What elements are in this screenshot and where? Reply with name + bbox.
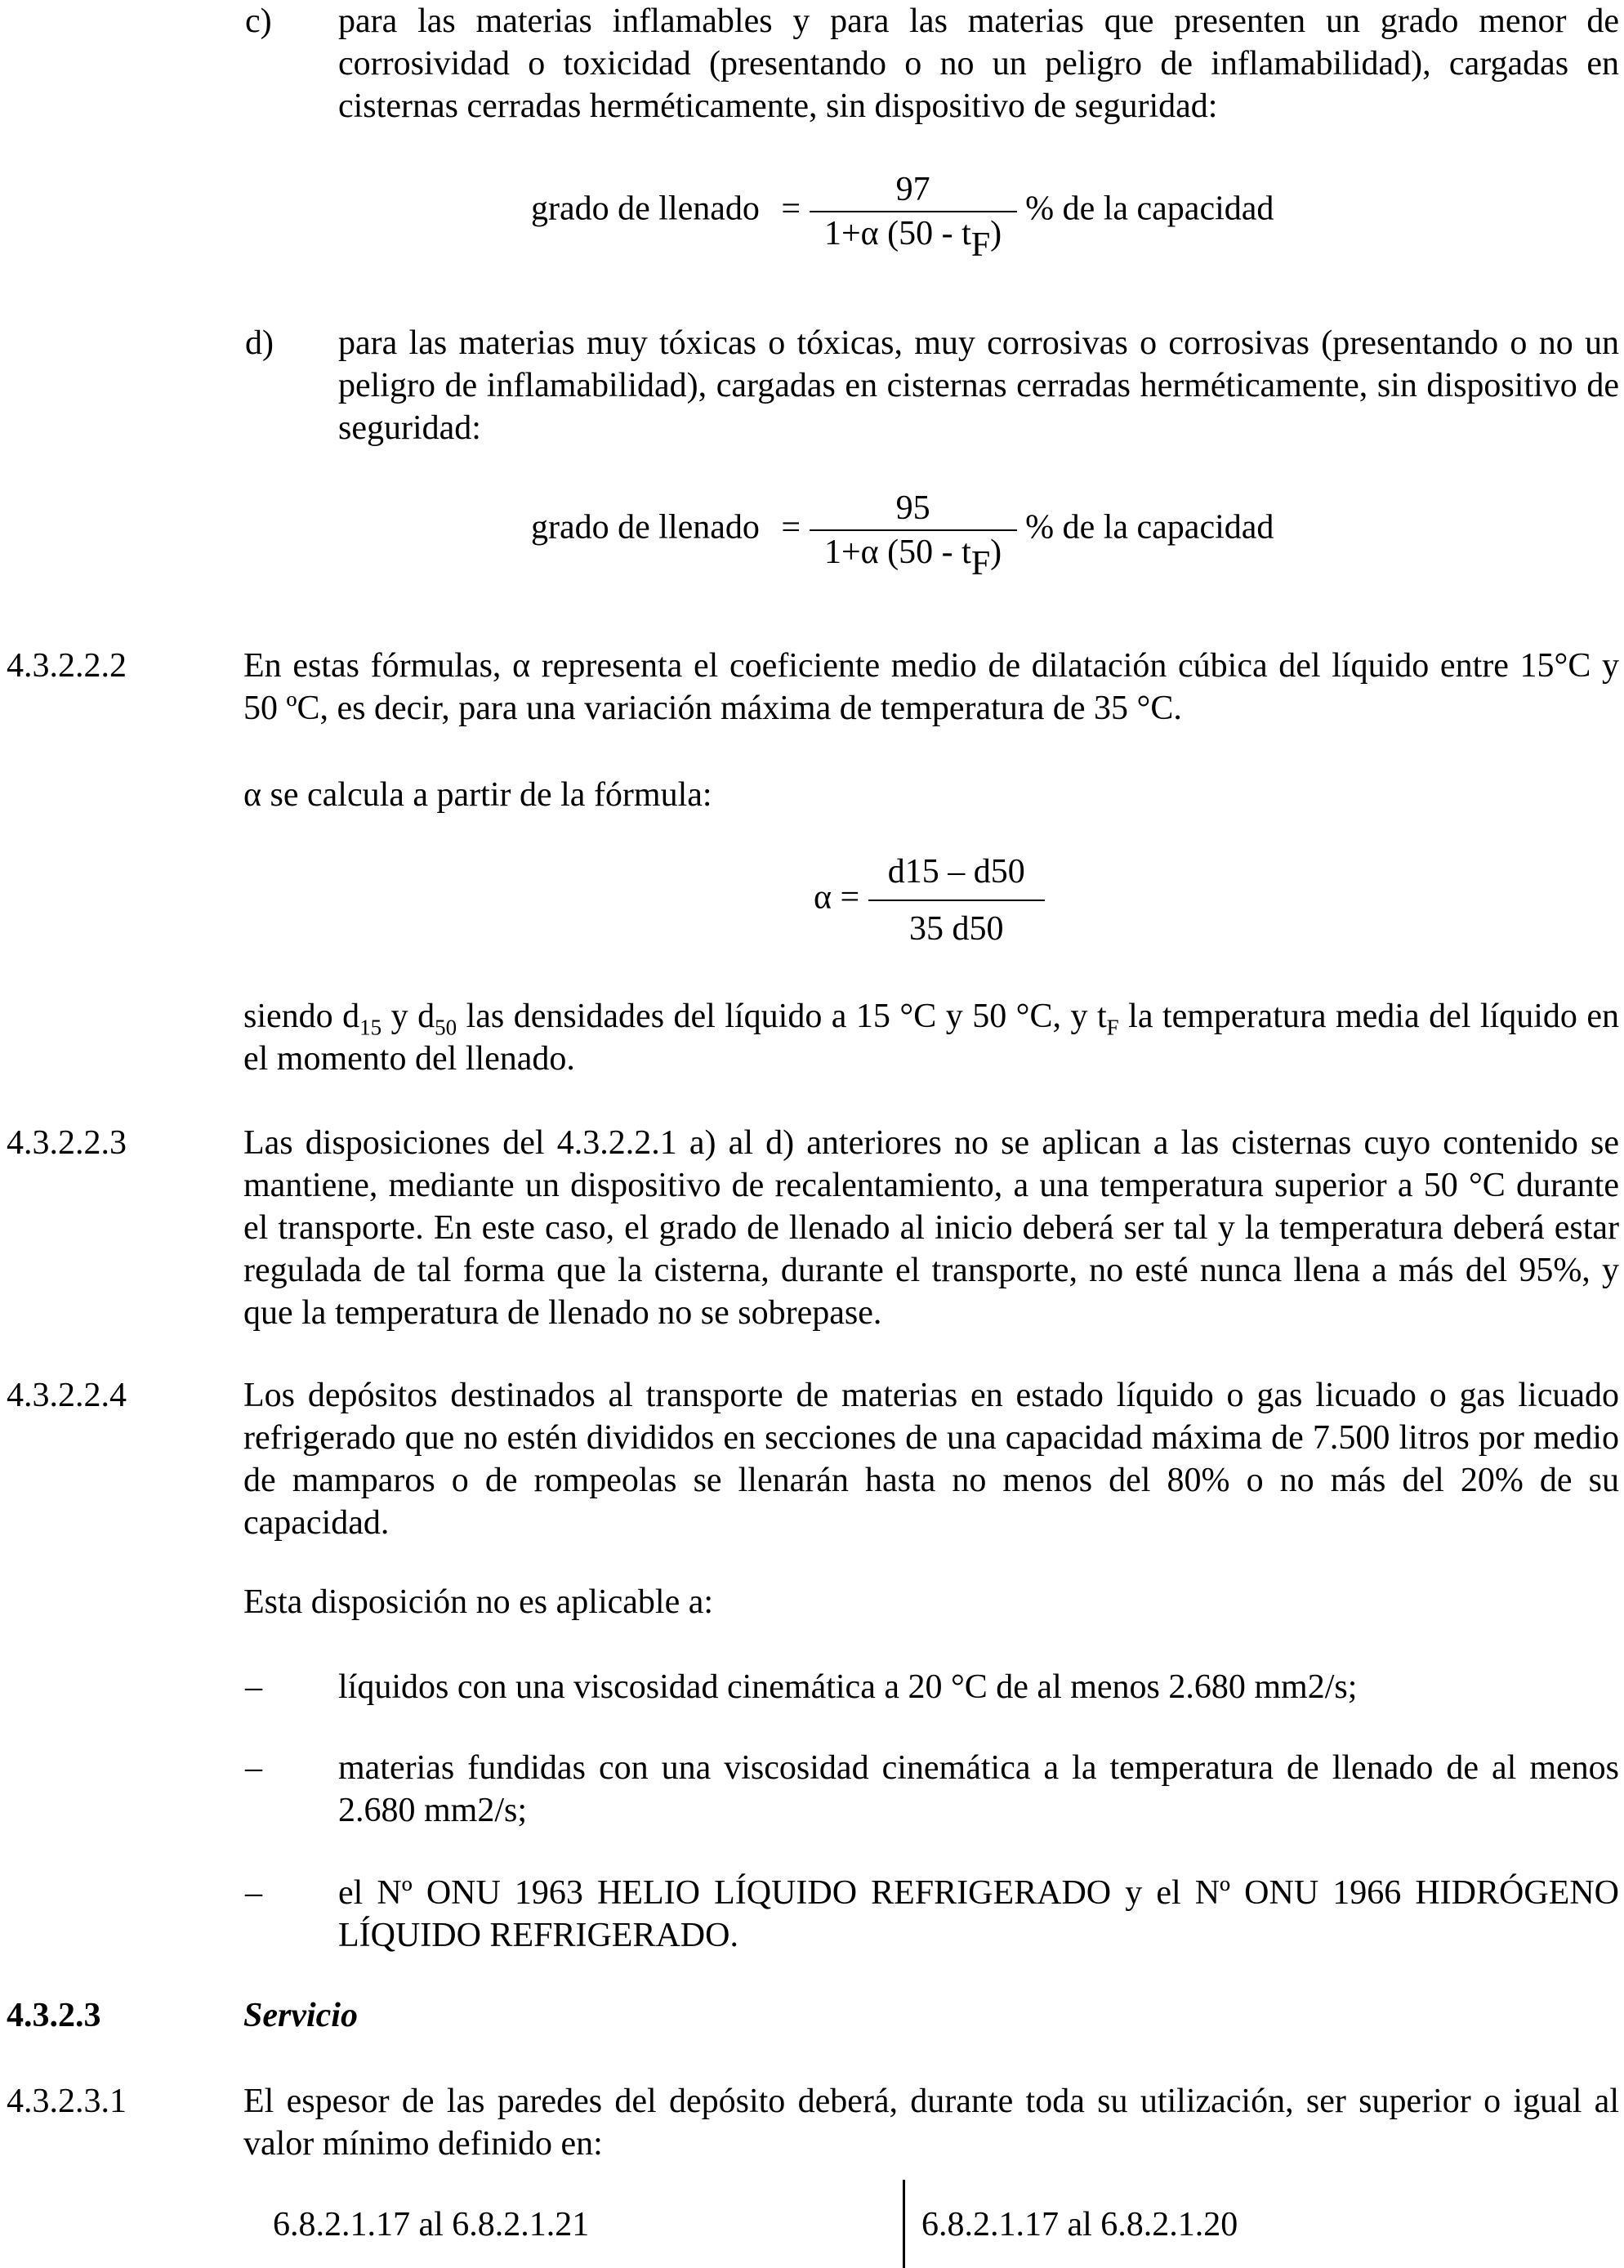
formula-d-numerator: 95 (895, 489, 930, 527)
bullet-dash: – (245, 1749, 262, 1787)
section-number-4-3-2-2-2: 4.3.2.2.2 (7, 647, 127, 685)
alpha-formula-fraction (868, 850, 1045, 950)
section-number-4-3-2-2-3: 4.3.2.2.3 (7, 1124, 127, 1162)
formula-d-rhs: % de la capacidad (1025, 508, 1274, 547)
item-c-text: para las materias inflamables y para las materias que presenten un grado menor de corrosividad o toxicidad (presentando o no un peligro de inflamabilidad), cargadas en cisternas cerradas herméticamente, sin dispositivo de seguridad: (338, 2, 1619, 125)
alpha-intro: α se calcula a partir de la fórmula: (243, 776, 712, 814)
formula-c-lhs: grado de llenado (531, 190, 760, 228)
item-d-text: para las materias muy tóxicas o tóxicas, muy corrosivas o corrosivas (presentando o no un peligro de inflamabilidad), cargadas en cisternas cerradas herméticamente, sin dispositivo de seguridad: (338, 324, 1619, 447)
formula-d-lhs: grado de llenado (531, 508, 760, 547)
formula-c-rhs: % de la capacidad (1025, 190, 1274, 228)
section-heading-title: Servicio (243, 1997, 358, 2034)
bullet-dash: – (245, 1874, 262, 1912)
alpha-formula-denominator: 35 d50 (868, 900, 1045, 950)
alpha-formula-numerator: d15 – d50 (887, 853, 1025, 891)
bullet-text: el Nº ONU 1963 HELIO LÍQUIDO REFRIGERADO y el Nº ONU 1966 HIDRÓGENO LÍQUIDO REFRIGERADO. (338, 1874, 1619, 1954)
bullet-text: materias fundidas con una viscosidad cinemática a la temperatura de llenado de al menos 2.680 mm2/s; (338, 1749, 1619, 1829)
formula-c-fraction (810, 168, 1017, 264)
bullet-text: líquidos con una viscosidad cinemática a 20 °C de al menos 2.680 mm2/s; (338, 1668, 1358, 1706)
section-heading-number: 4.3.2.3 (7, 1997, 101, 2034)
section-4-3-2-2-3-text: Las disposiciones del 4.3.2.2.1 a) al d) anteriores no se aplican a las cisternas cuyo contenido se mantiene, mediante un dispositivo de recalentamiento, a una temperatura superior a 50 °C durante el transporte. En este caso, el grado de llenado al inicio deberá ser tal y la temperatura deberá estar regulada de tal forma que la cisterna, durante el transporte, no esté nunca llena a más del 95%, y que la temperatura de llenado no se sobrepase. (243, 1124, 1619, 1332)
section-4-3-2-2-4-text: Los depósitos destinados al transporte de materias en estado líquido o gas licuado o gas licuado refrigerado que no estén divididos en secciones de una capacidad máxima de 7.500 litros por medio de mamparos o de rompeolas se llenarán hasta no menos del 80% o no más del 20% de su capacidad. (243, 1377, 1619, 1542)
formula-d-eq: = (781, 508, 801, 547)
column-divider (903, 2180, 905, 2268)
formula-c (531, 168, 1274, 264)
item-c-label: c) (245, 2, 272, 40)
section-number-4-3-2-3-1: 4.3.2.3.1 (7, 2083, 127, 2120)
alpha-formula-lhs: α = (814, 878, 860, 917)
section-number-4-3-2-2-4: 4.3.2.2.4 (7, 1377, 127, 1414)
siendo-text: siendo $d_{15}$ y $d_{50}$ las densidades del líquido a 15 °C y 50 °C, y $t_F$ la temperatura media del líquido en el momento del llenado. (243, 998, 1620, 1078)
formula-d-fraction (810, 487, 1017, 583)
reference-right: 6.8.2.1.17 al 6.8.2.1.20 (921, 2206, 1238, 2243)
section-4-3-2-3-1-text: El espesor de las paredes del depósito deberá, durante toda su utilización, ser superior o igual al valor mínimo definido en: (243, 2083, 1619, 2163)
formula-c-denominator: 1+α (50 - tF) (810, 211, 1017, 255)
formula-d (531, 487, 1274, 583)
formula-c-eq: = (781, 190, 801, 228)
item-d-label: d) (245, 324, 274, 362)
alpha-formula (814, 850, 1045, 950)
formula-d-denominator: 1+α (50 - tF) (810, 529, 1017, 574)
bullet-dash: – (245, 1668, 262, 1706)
reference-left: 6.8.2.1.17 al 6.8.2.1.21 (273, 2206, 590, 2243)
formula-c-numerator: 97 (895, 171, 930, 208)
section-4-3-2-2-2-text: En estas fórmulas, α representa el coeficiente medio de dilatación cúbica del líquido entre 15°C y 50 ºC, es decir, para una variación máxima de temperatura de 35 °C. (243, 647, 1619, 727)
section-4-3-2-2-4-intro: Esta disposición no es aplicable a: (243, 1583, 714, 1621)
